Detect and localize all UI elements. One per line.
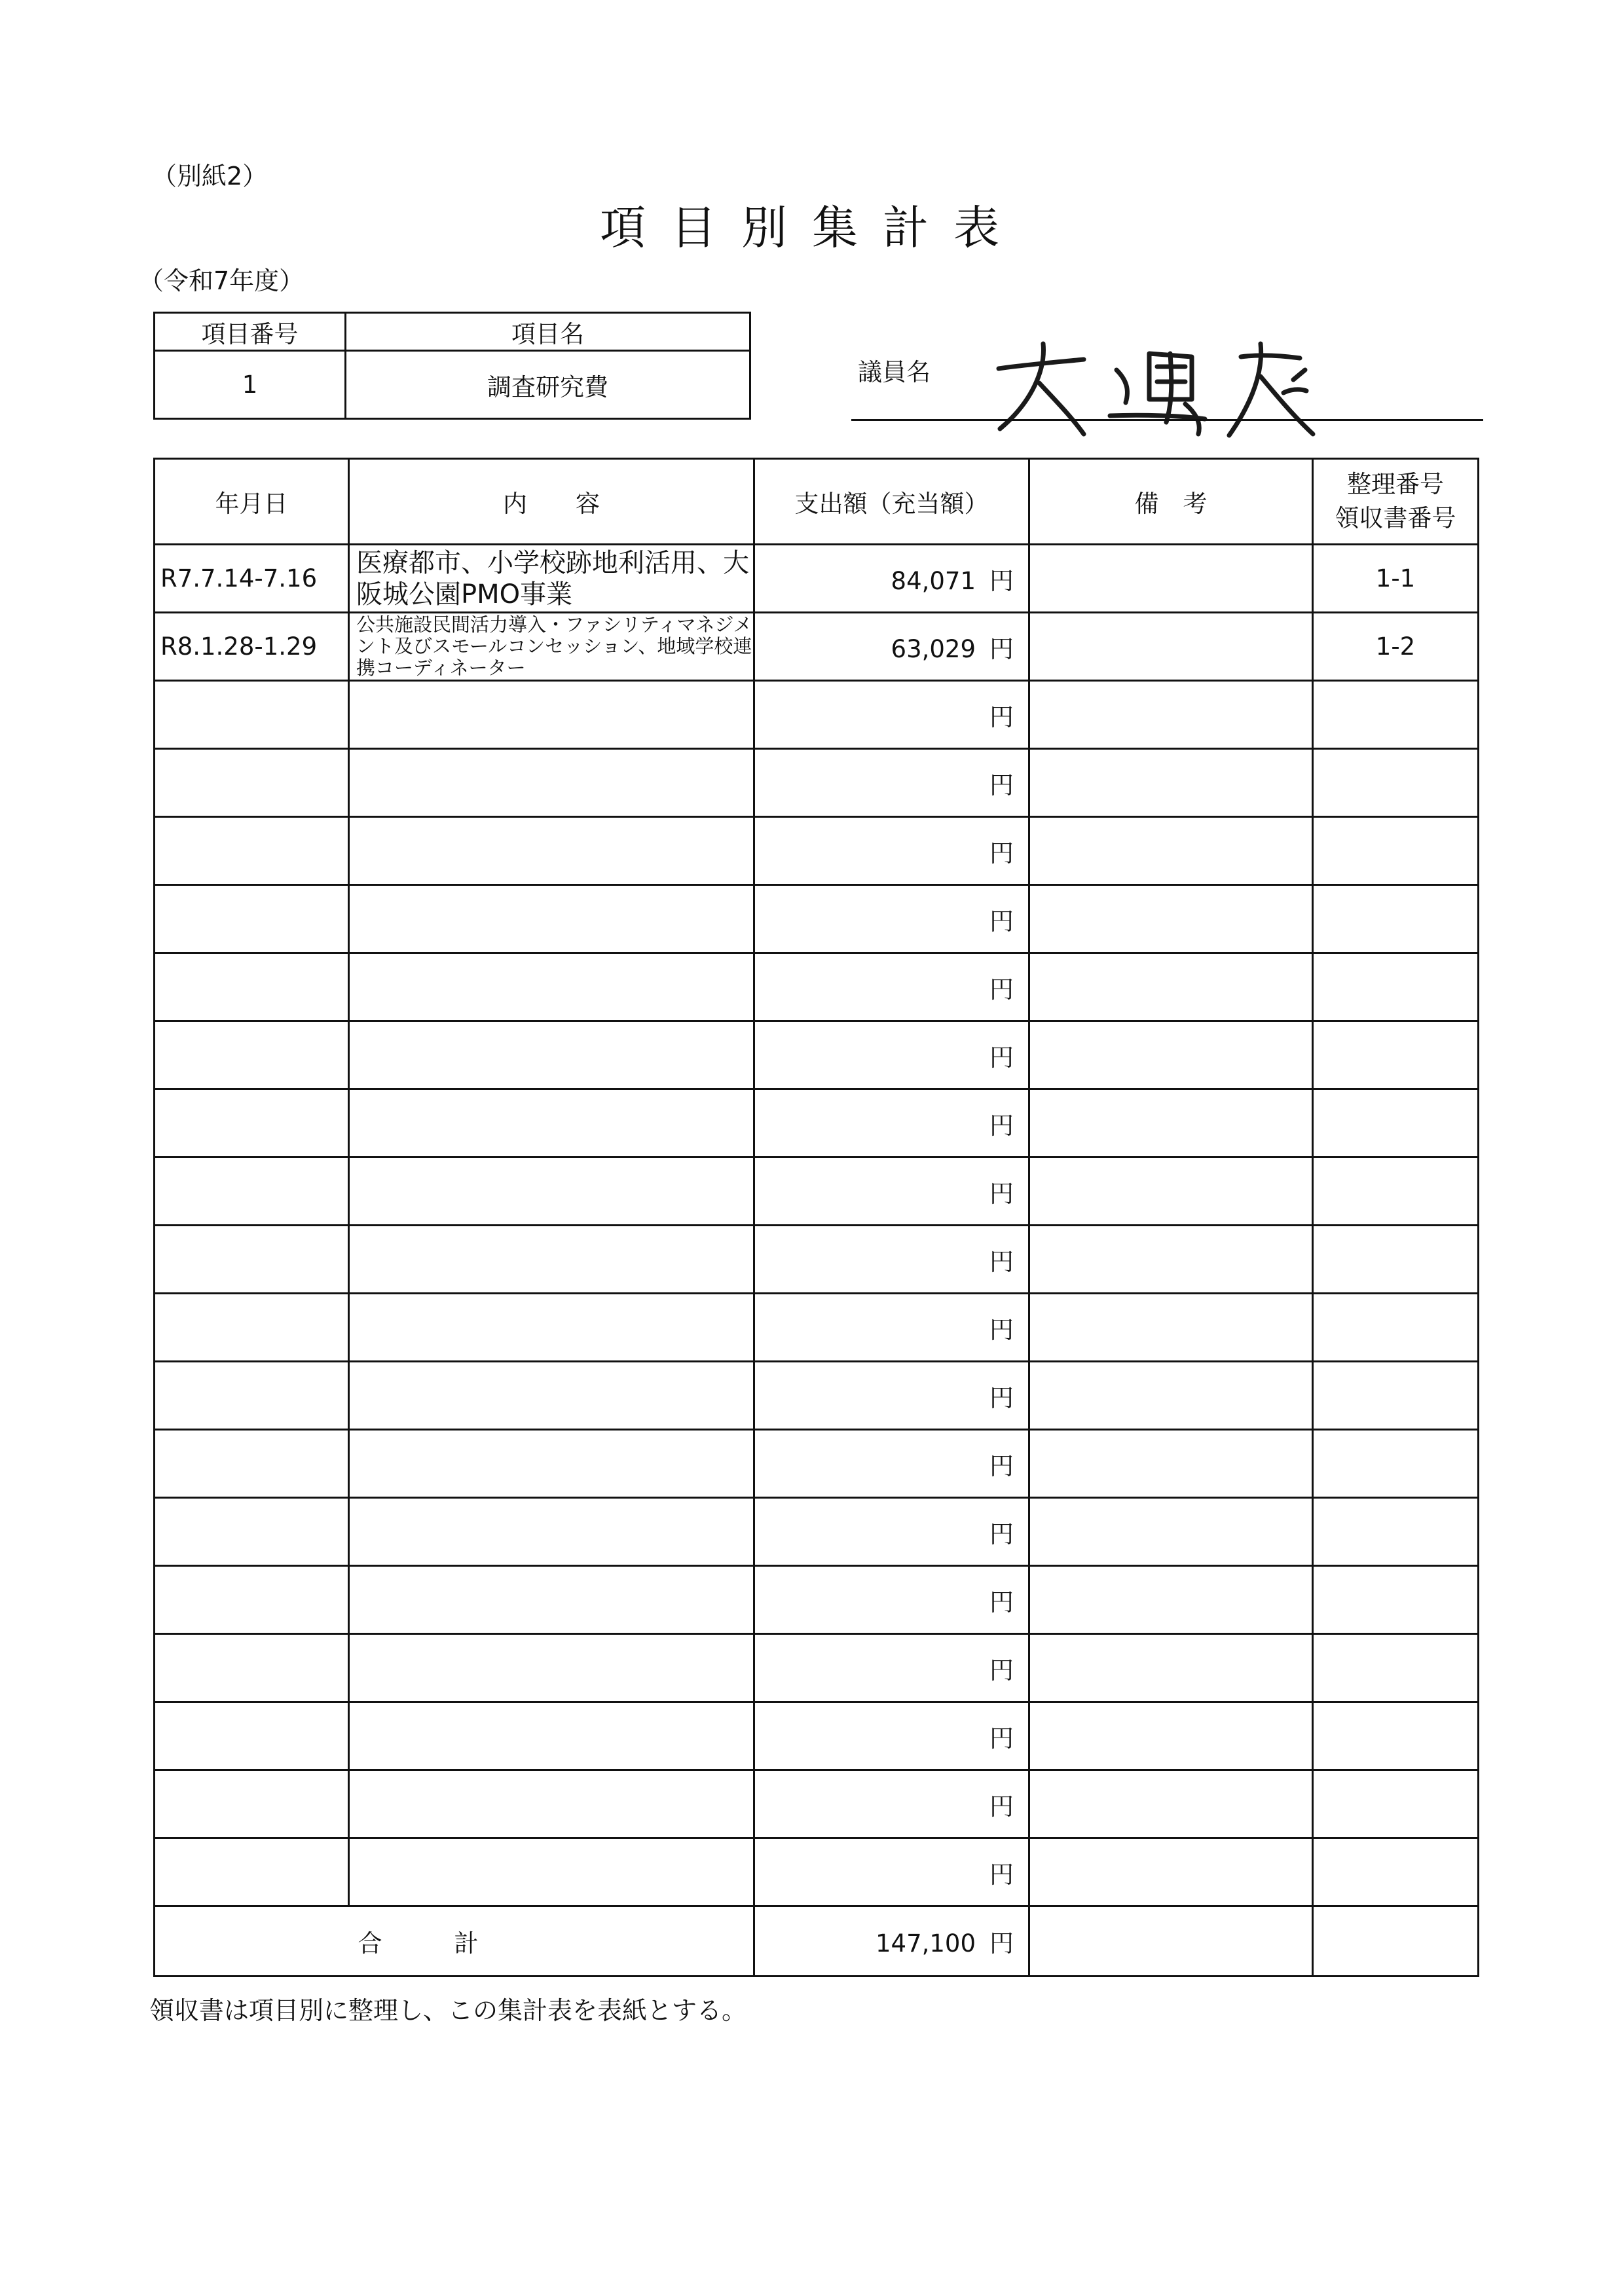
yen-unit: 円 xyxy=(989,975,1014,1004)
date-cell xyxy=(155,749,349,817)
date-cell: R8.1.28-1.29 xyxy=(155,613,349,681)
sort-number-cell: 1-1 xyxy=(1313,545,1479,613)
amount-cell xyxy=(754,817,1029,885)
amount-cell xyxy=(754,545,1029,613)
amount-value: 84,071 xyxy=(891,566,976,595)
handwritten-signature xyxy=(986,331,1326,442)
expense-table xyxy=(153,458,1479,1977)
amount-cell xyxy=(754,1089,1029,1157)
table-header-row xyxy=(155,459,1479,545)
content-cell xyxy=(349,817,754,885)
date-cell xyxy=(155,1770,349,1838)
remarks-cell xyxy=(1029,1634,1313,1702)
fiscal-year: （令和7年度） xyxy=(139,266,304,295)
amount-cell xyxy=(754,1566,1029,1634)
yen-unit: 円 xyxy=(989,1792,1014,1821)
amount-cell xyxy=(754,1838,1029,1906)
sort-number-cell xyxy=(1313,1838,1479,1906)
item-name: 調査研究費 xyxy=(346,351,750,419)
sort-number-cell xyxy=(1313,749,1479,817)
total-remarks-cell xyxy=(1029,1906,1313,1977)
remarks-cell xyxy=(1029,749,1313,817)
date-cell xyxy=(155,1089,349,1157)
date-cell xyxy=(155,953,349,1021)
amount-cell xyxy=(754,1226,1029,1294)
table-row xyxy=(155,953,1479,1021)
sort-number-cell xyxy=(1313,1362,1479,1430)
date-cell xyxy=(155,1838,349,1906)
content-cell xyxy=(349,1430,754,1498)
yen-unit: 円 xyxy=(989,1724,1014,1753)
content-cell xyxy=(349,1226,754,1294)
sort-number-cell xyxy=(1313,1157,1479,1226)
sort-number-cell xyxy=(1313,1294,1479,1362)
content-cell xyxy=(349,1770,754,1838)
sort-number-cell xyxy=(1313,681,1479,749)
date-cell xyxy=(155,885,349,953)
signature-line xyxy=(851,419,1483,421)
remarks-cell xyxy=(1029,681,1313,749)
date-column-header: 年月日 xyxy=(155,459,349,545)
total-row xyxy=(155,1906,1479,1977)
yen-unit: 円 xyxy=(989,1383,1014,1412)
date-cell xyxy=(155,1362,349,1430)
amount-cell xyxy=(754,1430,1029,1498)
remarks-cell xyxy=(1029,1430,1313,1498)
table-row xyxy=(155,1226,1479,1294)
remarks-cell xyxy=(1029,1157,1313,1226)
content-cell xyxy=(349,681,754,749)
yen-unit: 円 xyxy=(989,1179,1014,1208)
content-cell: 医療都市、小学校跡地利活用、大阪城公園PMO事業 xyxy=(349,545,754,613)
yen-unit: 円 xyxy=(989,1656,1014,1685)
content-cell xyxy=(349,1634,754,1702)
yen-unit: 円 xyxy=(989,1588,1014,1616)
date-cell xyxy=(155,1157,349,1226)
date-cell xyxy=(155,1702,349,1770)
remarks-cell xyxy=(1029,1838,1313,1906)
date-cell xyxy=(155,1498,349,1566)
date-cell xyxy=(155,817,349,885)
remarks-cell xyxy=(1029,1021,1313,1089)
sort-number-cell xyxy=(1313,1770,1479,1838)
table-row xyxy=(155,545,1479,613)
total-amount-cell xyxy=(754,1906,1029,1977)
yen-unit: 円 xyxy=(989,1315,1014,1344)
yen-unit: 円 xyxy=(989,634,1014,663)
table-row xyxy=(155,1021,1479,1089)
table-row xyxy=(155,749,1479,817)
content-cell xyxy=(349,1498,754,1566)
date-cell xyxy=(155,1294,349,1362)
content-cell xyxy=(349,1089,754,1157)
sort-number-cell xyxy=(1313,1089,1479,1157)
date-cell: R7.7.14-7.16 xyxy=(155,545,349,613)
amount-cell xyxy=(754,1770,1029,1838)
amount-cell xyxy=(754,1634,1029,1702)
table-row xyxy=(155,1770,1479,1838)
sort-header-line1: 整理番号 xyxy=(1347,470,1444,498)
content-cell: 公共施設民間活力導入・ファシリティマネジメント及びスモールコンセッション、地域学校連携コーディネーター xyxy=(349,613,754,681)
amount-cell xyxy=(754,1294,1029,1362)
remarks-cell xyxy=(1029,1702,1313,1770)
amount-cell xyxy=(754,1157,1029,1226)
amount-cell xyxy=(754,1021,1029,1089)
yen-unit: 円 xyxy=(989,1929,1014,1958)
date-cell xyxy=(155,1226,349,1294)
table-row xyxy=(155,1089,1479,1157)
remarks-cell xyxy=(1029,1770,1313,1838)
remarks-column-header: 備 考 xyxy=(1029,459,1313,545)
sort-number-cell xyxy=(1313,1430,1479,1498)
date-cell xyxy=(155,1566,349,1634)
attachment-label: （別紙2） xyxy=(152,162,268,191)
yen-unit: 円 xyxy=(989,1043,1014,1072)
remarks-cell xyxy=(1029,613,1313,681)
yen-unit: 円 xyxy=(989,1247,1014,1276)
table-row xyxy=(155,1294,1479,1362)
table-row xyxy=(155,885,1479,953)
content-cell xyxy=(349,1021,754,1089)
item-number-header: 項目番号 xyxy=(155,313,346,351)
content-cell xyxy=(349,1157,754,1226)
table-row xyxy=(155,1430,1479,1498)
table-row xyxy=(155,1362,1479,1430)
total-sort-cell xyxy=(1313,1906,1479,1977)
content-cell xyxy=(349,1838,754,1906)
sort-header-line2: 領収書番号 xyxy=(1335,504,1456,532)
remarks-cell xyxy=(1029,1566,1313,1634)
amount-cell xyxy=(754,953,1029,1021)
content-column-header: 内 容 xyxy=(349,459,754,545)
remarks-cell xyxy=(1029,545,1313,613)
sort-number-cell: 1-2 xyxy=(1313,613,1479,681)
table-row xyxy=(155,1157,1479,1226)
sort-number-cell xyxy=(1313,1634,1479,1702)
yen-unit: 円 xyxy=(989,1111,1014,1140)
sort-number-cell xyxy=(1313,1566,1479,1634)
sort-number-cell xyxy=(1313,885,1479,953)
footnote: 領収書は項目別に整理し、この集計表を表紙とする。 xyxy=(149,1996,747,2025)
amount-value: 63,029 xyxy=(891,634,976,663)
remarks-cell xyxy=(1029,1362,1313,1430)
yen-unit: 円 xyxy=(989,771,1014,799)
item-info-table xyxy=(153,312,751,420)
yen-unit: 円 xyxy=(989,702,1014,731)
sort-number-cell xyxy=(1313,1702,1479,1770)
member-name-label: 議員名 xyxy=(858,358,931,386)
sort-number-cell xyxy=(1313,1226,1479,1294)
table-row xyxy=(155,817,1479,885)
table-row xyxy=(155,613,1479,681)
sort-number-cell xyxy=(1313,1021,1479,1089)
remarks-cell xyxy=(1029,817,1313,885)
content-cell xyxy=(349,1566,754,1634)
yen-unit: 円 xyxy=(989,566,1014,595)
content-cell xyxy=(349,749,754,817)
date-cell xyxy=(155,681,349,749)
remarks-cell xyxy=(1029,1089,1313,1157)
sort-number-cell xyxy=(1313,1498,1479,1566)
remarks-cell xyxy=(1029,953,1313,1021)
yen-unit: 円 xyxy=(989,839,1014,867)
form-title: 項目別集計表 xyxy=(600,201,1024,255)
remarks-cell xyxy=(1029,1498,1313,1566)
amount-cell xyxy=(754,1702,1029,1770)
date-cell xyxy=(155,1430,349,1498)
table-row xyxy=(155,1634,1479,1702)
table-row xyxy=(155,1566,1479,1634)
yen-unit: 円 xyxy=(989,907,1014,936)
total-amount: 147,100 xyxy=(875,1929,976,1958)
amount-cell xyxy=(754,885,1029,953)
table-row xyxy=(155,1498,1479,1566)
content-cell xyxy=(349,1702,754,1770)
table-row xyxy=(155,1838,1479,1906)
remarks-cell xyxy=(1029,1294,1313,1362)
yen-unit: 円 xyxy=(989,1451,1014,1480)
amount-cell xyxy=(754,681,1029,749)
amount-cell xyxy=(754,1498,1029,1566)
table-row xyxy=(155,681,1479,749)
date-cell xyxy=(155,1634,349,1702)
total-label: 合計 xyxy=(155,1906,754,1977)
amount-cell xyxy=(754,749,1029,817)
amount-cell xyxy=(754,613,1029,681)
table-row xyxy=(155,1702,1479,1770)
yen-unit: 円 xyxy=(989,1520,1014,1548)
remarks-cell xyxy=(1029,885,1313,953)
content-cell xyxy=(349,1362,754,1430)
content-cell xyxy=(349,885,754,953)
sort-number-cell xyxy=(1313,817,1479,885)
amount-column-header: 支出額（充当額） xyxy=(754,459,1029,545)
content-cell xyxy=(349,1294,754,1362)
sort-number-cell xyxy=(1313,953,1479,1021)
content-cell xyxy=(349,953,754,1021)
yen-unit: 円 xyxy=(989,1860,1014,1889)
remarks-cell xyxy=(1029,1226,1313,1294)
amount-cell xyxy=(754,1362,1029,1430)
item-name-header: 項目名 xyxy=(346,313,750,351)
sort-number-column-header xyxy=(1313,459,1479,545)
date-cell xyxy=(155,1021,349,1089)
item-number: 1 xyxy=(155,351,346,419)
